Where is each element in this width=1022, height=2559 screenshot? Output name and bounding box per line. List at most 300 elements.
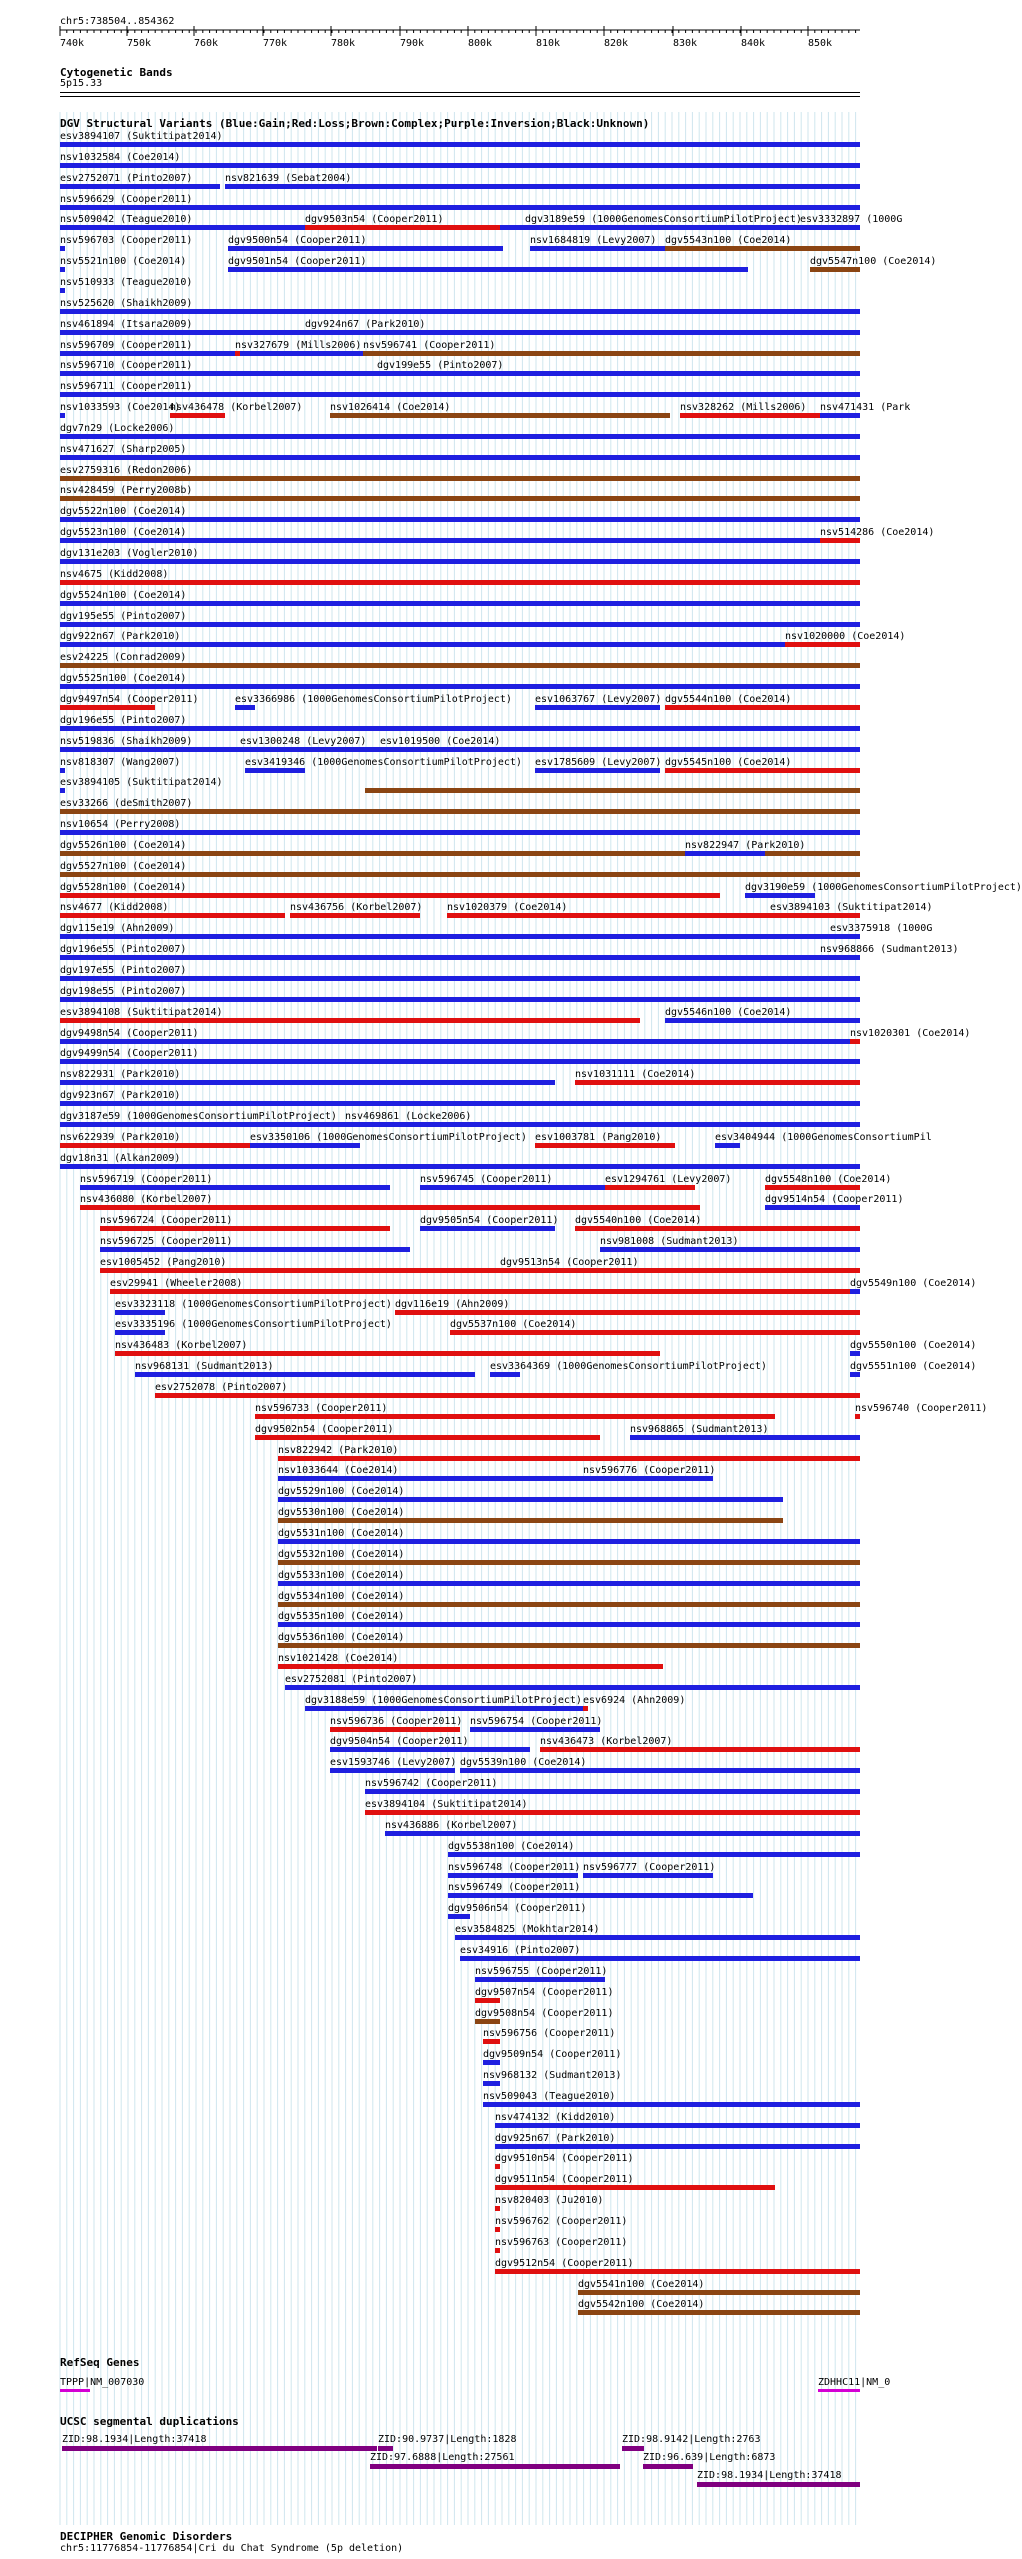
segdup-label[interactable]: ZID:98.1934|Length:37418 xyxy=(697,2470,842,2481)
variant-label[interactable]: nsv596703 (Cooper2011) xyxy=(60,235,193,247)
variant-label[interactable]: dgv9502n54 (Cooper2011) xyxy=(255,1423,394,1435)
variant-label[interactable]: esv1300248 (Levy2007) xyxy=(240,735,367,747)
variant-bar[interactable] xyxy=(60,768,65,773)
variant-bar[interactable] xyxy=(60,309,860,314)
variant-label[interactable]: nsv596719 (Cooper2011) xyxy=(80,1173,213,1185)
variant-bar[interactable] xyxy=(60,517,860,522)
variant-label[interactable]: nsv436483 (Korbel2007) xyxy=(115,1340,248,1352)
variant-label[interactable]: nsv10654 (Perry2008) xyxy=(60,819,181,831)
variant-bar[interactable] xyxy=(785,642,860,647)
variant-label[interactable]: esv2752078 (Pinto2007) xyxy=(155,1382,288,1393)
variant-label[interactable]: dgv5524n100 (Coe2014) xyxy=(60,589,187,601)
variant-bar[interactable] xyxy=(60,163,860,168)
variant-label[interactable]: nsv622939 (Park2010) xyxy=(60,1131,181,1143)
variant-label[interactable]: nsv596742 (Cooper2011) xyxy=(365,1778,498,1790)
variant-bar[interactable] xyxy=(60,1039,860,1044)
variant-label[interactable]: dgv3187e59 (1000GenomesConsortiumPilotProject) xyxy=(60,1110,337,1122)
variant-label[interactable]: esv6924 (Ahn2009) xyxy=(583,1694,686,1706)
variant-bar[interactable] xyxy=(483,2081,500,2086)
variant-label[interactable]: nsv968865 (Sudmant2013) xyxy=(630,1423,769,1435)
variant-bar[interactable] xyxy=(483,2060,500,2065)
variant-bar[interactable] xyxy=(483,2102,860,2107)
variant-label[interactable]: nsv822931 (Park2010) xyxy=(60,1069,181,1081)
variant-label[interactable]: nsv596710 (Cooper2011) xyxy=(60,360,193,372)
variant-bar[interactable] xyxy=(820,955,860,960)
decipher-entry[interactable]: chr5:11776854-11776854|Cri du Chat Syndrome (5p deletion) xyxy=(60,2543,404,2554)
variant-label[interactable]: nsv596741 (Cooper2011) xyxy=(363,339,496,351)
variant-label[interactable]: esv34916 (Pinto2007) xyxy=(460,1944,581,1956)
variant-bar[interactable] xyxy=(255,1414,775,1419)
variant-label[interactable]: nsv1033644 (Coe2014) xyxy=(278,1465,399,1477)
variant-label[interactable]: dgv9512n54 (Cooper2011) xyxy=(495,2257,634,2269)
variant-bar[interactable] xyxy=(470,1727,600,1732)
variant-label[interactable]: dgv5544n100 (Coe2014) xyxy=(665,693,792,705)
variant-bar[interactable] xyxy=(448,1893,753,1898)
variant-label[interactable]: esv3350106 (1000GenomesConsortiumPilotProject) xyxy=(250,1131,527,1143)
variant-bar[interactable] xyxy=(330,1727,460,1732)
variant-bar[interactable] xyxy=(850,1289,860,1294)
variant-label[interactable]: nsv596733 (Cooper2011) xyxy=(255,1402,388,1414)
variant-label[interactable]: dgv5533n100 (Coe2014) xyxy=(278,1569,405,1581)
segdup-bar[interactable] xyxy=(378,2446,393,2451)
variant-bar[interactable] xyxy=(278,1560,860,1565)
variant-bar[interactable] xyxy=(80,1205,700,1210)
variant-label[interactable]: esv33266 (deSmith2007) xyxy=(60,798,193,810)
variant-bar[interactable] xyxy=(850,1351,860,1356)
variant-bar[interactable] xyxy=(460,1956,860,1961)
variant-bar[interactable] xyxy=(60,830,860,835)
variant-label[interactable]: dgv9507n54 (Cooper2011) xyxy=(475,1986,614,1998)
variant-bar[interactable] xyxy=(60,788,65,793)
variant-bar[interactable] xyxy=(305,225,500,230)
variant-label[interactable]: nsv968131 (Sudmant2013) xyxy=(135,1361,274,1373)
variant-bar[interactable] xyxy=(575,1080,860,1085)
variant-bar[interactable] xyxy=(228,246,503,251)
variant-bar[interactable] xyxy=(305,330,310,335)
variant-label[interactable]: dgv925n67 (Park2010) xyxy=(495,2132,616,2144)
variant-label[interactable]: dgv9498n54 (Cooper2011) xyxy=(60,1027,199,1039)
variant-bar[interactable] xyxy=(380,747,500,752)
variant-label[interactable]: esv3404944 (1000GenomesConsortiumPil xyxy=(715,1131,932,1143)
variant-bar[interactable] xyxy=(305,1706,585,1711)
variant-bar[interactable] xyxy=(600,1247,860,1252)
variant-label[interactable]: nsv968132 (Sudmant2013) xyxy=(483,2070,622,2082)
variant-bar[interactable] xyxy=(228,267,748,272)
segdup-bar[interactable] xyxy=(62,2446,377,2451)
segdup-label[interactable]: ZID:98.9142|Length:2763 xyxy=(622,2434,761,2445)
variant-bar[interactable] xyxy=(583,1476,713,1481)
variant-bar[interactable] xyxy=(60,663,860,668)
variant-bar[interactable] xyxy=(278,1456,860,1461)
variant-label[interactable]: dgv5527n100 (Coe2014) xyxy=(60,860,187,872)
variant-bar[interactable] xyxy=(330,413,670,418)
variant-bar[interactable] xyxy=(583,1873,713,1878)
variant-bar[interactable] xyxy=(535,705,660,710)
variant-bar[interactable] xyxy=(60,476,860,481)
variant-label[interactable]: esv3335196 (1000GenomesConsortiumPilotProject) xyxy=(115,1319,392,1331)
variant-label[interactable]: nsv510933 (Teague2010) xyxy=(60,276,193,288)
variant-label[interactable]: nsv1020301 (Coe2014) xyxy=(850,1027,971,1039)
variant-bar[interactable] xyxy=(115,1351,660,1356)
variant-bar[interactable] xyxy=(60,1018,640,1023)
variant-bar[interactable] xyxy=(395,1310,860,1315)
variant-label[interactable]: esv2752081 (Pinto2007) xyxy=(285,1673,418,1685)
variant-bar[interactable] xyxy=(60,1122,345,1127)
segdup-label[interactable]: ZID:96.639|Length:6873 xyxy=(643,2452,776,2463)
variant-label[interactable]: nsv596749 (Cooper2011) xyxy=(448,1882,581,1894)
variant-label[interactable]: nsv328262 (Mills2006) xyxy=(680,402,807,414)
variant-label[interactable]: esv3894103 (Suktitipat2014) xyxy=(770,902,933,914)
variant-label[interactable]: dgv5534n100 (Coe2014) xyxy=(278,1590,405,1602)
variant-label[interactable]: esv3894105 (Suktitipat2014) xyxy=(60,777,223,789)
variant-label[interactable]: nsv436886 (Korbel2007) xyxy=(385,1819,518,1831)
variant-bar[interactable] xyxy=(800,225,840,230)
variant-label[interactable]: nsv428459 (Perry2008b) xyxy=(60,485,193,497)
variant-label[interactable]: dgv5542n100 (Coe2014) xyxy=(578,2299,705,2311)
variant-label[interactable]: nsv596777 (Cooper2011) xyxy=(583,1861,716,1873)
variant-bar[interactable] xyxy=(530,246,665,251)
variant-bar[interactable] xyxy=(60,538,860,543)
variant-label[interactable]: dgv5538n100 (Coe2014) xyxy=(448,1840,575,1852)
variant-label[interactable]: nsv596736 (Cooper2011) xyxy=(330,1715,463,1727)
variant-bar[interactable] xyxy=(60,184,220,189)
variant-label[interactable]: nsv5521n100 (Coe2014) xyxy=(60,256,187,268)
variant-label[interactable]: dgv5535n100 (Coe2014) xyxy=(278,1611,405,1623)
variant-label[interactable]: dgv196e55 (Pinto2007) xyxy=(60,714,187,726)
variant-label[interactable]: nsv514286 (Coe2014) xyxy=(820,527,935,539)
variant-label[interactable]: nsv596754 (Cooper2011) xyxy=(470,1715,603,1727)
variant-bar[interactable] xyxy=(278,1664,663,1669)
variant-label[interactable]: dgv9513n54 (Cooper2011) xyxy=(500,1256,639,1268)
variant-bar[interactable] xyxy=(765,1185,860,1190)
segdup-label[interactable]: ZID:97.6888|Length:27561 xyxy=(370,2452,515,2463)
variant-bar[interactable] xyxy=(170,413,225,418)
variant-label[interactable]: dgv5530n100 (Coe2014) xyxy=(278,1507,405,1519)
variant-bar[interactable] xyxy=(448,1852,860,1857)
variant-label[interactable]: nsv4677 (Kidd2008) xyxy=(60,902,169,914)
variant-bar[interactable] xyxy=(60,1143,250,1148)
variant-bar[interactable] xyxy=(535,768,660,773)
variant-bar[interactable] xyxy=(60,580,860,585)
variant-bar[interactable] xyxy=(495,2269,860,2274)
variant-label[interactable]: dgv922n67 (Park2010) xyxy=(60,631,181,643)
variant-bar[interactable] xyxy=(60,934,860,939)
variant-label[interactable]: dgv3189e59 (1000GenomesConsortiumPilotProject) xyxy=(525,214,802,226)
variant-label[interactable]: dgv198e55 (Pinto2007) xyxy=(60,985,187,997)
variant-bar[interactable] xyxy=(850,1372,860,1377)
variant-bar[interactable] xyxy=(278,1622,860,1627)
segdup-bar[interactable] xyxy=(370,2464,620,2469)
variant-label[interactable]: dgv9497n54 (Cooper2011) xyxy=(60,693,199,705)
variant-bar[interactable] xyxy=(60,205,860,210)
variant-bar[interactable] xyxy=(495,2164,500,2169)
variant-bar[interactable] xyxy=(495,2123,860,2128)
variant-label[interactable]: nsv596709 (Cooper2011) xyxy=(60,339,193,351)
variant-bar[interactable] xyxy=(60,955,860,960)
variant-bar[interactable] xyxy=(330,1768,455,1773)
variant-label[interactable]: nsv327679 (Mills2006) xyxy=(235,339,362,351)
variant-label[interactable]: dgv924n67 (Park2010) xyxy=(305,318,426,330)
variant-label[interactable]: nsv436473 (Korbel2007) xyxy=(540,1736,673,1748)
variant-label[interactable]: dgv116e19 (Ahn2009) xyxy=(395,1298,510,1310)
variant-label[interactable]: nsv1033593 (Coe2014) xyxy=(60,402,181,414)
variant-label[interactable]: dgv5532n100 (Coe2014) xyxy=(278,1548,405,1560)
variant-label[interactable]: nsv596748 (Cooper2011) xyxy=(448,1861,581,1873)
variant-label[interactable]: dgv5549n100 (Coe2014) xyxy=(850,1277,977,1289)
variant-label[interactable]: dgv9500n54 (Cooper2011) xyxy=(228,235,367,247)
variant-label[interactable]: esv1593746 (Levy2007) xyxy=(330,1757,457,1769)
variant-label[interactable]: nsv596629 (Cooper2011) xyxy=(60,193,193,205)
variant-label[interactable]: dgv5546n100 (Coe2014) xyxy=(665,1006,792,1018)
variant-bar[interactable] xyxy=(60,1101,860,1106)
variant-label[interactable]: dgv5550n100 (Coe2014) xyxy=(850,1340,977,1352)
variant-bar[interactable] xyxy=(525,225,800,230)
variant-bar[interactable] xyxy=(100,1247,410,1252)
variant-bar[interactable] xyxy=(235,351,240,356)
variant-label[interactable]: nsv1684819 (Levy2007) xyxy=(530,235,657,247)
variant-bar[interactable] xyxy=(60,1059,860,1064)
variant-label[interactable]: dgv3190e59 (1000GenomesConsortiumPilotProject) xyxy=(745,881,1022,893)
variant-bar[interactable] xyxy=(60,392,860,397)
variant-label[interactable]: esv3364369 (1000GenomesConsortiumPilotProject) xyxy=(490,1361,767,1373)
variant-label[interactable]: dgv9509n54 (Cooper2011) xyxy=(483,2049,622,2061)
variant-label[interactable]: esv1003781 (Pang2010) xyxy=(535,1131,662,1143)
variant-label[interactable]: dgv5529n100 (Coe2014) xyxy=(278,1486,405,1498)
gene-label[interactable]: ZDHHC11|NM_0 xyxy=(818,2377,891,2388)
variant-bar[interactable] xyxy=(60,726,860,731)
variant-bar[interactable] xyxy=(605,1185,695,1190)
variant-bar[interactable] xyxy=(60,684,860,689)
variant-bar[interactable] xyxy=(365,788,860,793)
variant-bar[interactable] xyxy=(540,1747,860,1752)
variant-label[interactable]: dgv5541n100 (Coe2014) xyxy=(578,2278,705,2290)
variant-bar[interactable] xyxy=(745,893,815,898)
variant-bar[interactable] xyxy=(448,1873,578,1878)
variant-bar[interactable] xyxy=(60,142,860,147)
variant-bar[interactable] xyxy=(830,934,860,939)
variant-label[interactable]: nsv821639 (Sebat2004) xyxy=(225,172,352,184)
variant-bar[interactable] xyxy=(250,1143,360,1148)
variant-bar[interactable] xyxy=(810,267,860,272)
variant-label[interactable]: nsv596755 (Cooper2011) xyxy=(475,1965,608,1977)
variant-bar[interactable] xyxy=(60,496,860,501)
variant-label[interactable]: dgv5525n100 (Coe2014) xyxy=(60,673,187,685)
variant-bar[interactable] xyxy=(290,913,420,918)
variant-label[interactable]: esv3894108 (Suktitipat2014) xyxy=(60,1006,223,1018)
variant-bar[interactable] xyxy=(855,1414,860,1419)
variant-label[interactable]: dgv9514n54 (Cooper2011) xyxy=(765,1194,904,1206)
variant-label[interactable]: dgv9511n54 (Cooper2011) xyxy=(495,2174,634,2186)
variant-label[interactable]: dgv18n31 (Alkan2009) xyxy=(60,1152,181,1164)
variant-label[interactable]: nsv596745 (Cooper2011) xyxy=(420,1173,553,1185)
segdup-bar[interactable] xyxy=(622,2446,644,2451)
variant-label[interactable]: dgv9503n54 (Cooper2011) xyxy=(305,214,444,226)
variant-bar[interactable] xyxy=(665,246,860,251)
variant-bar[interactable] xyxy=(60,893,720,898)
variant-bar[interactable] xyxy=(60,1080,555,1085)
variant-bar[interactable] xyxy=(665,768,860,773)
gene-label[interactable]: TPPP|NM_007030 xyxy=(60,2377,145,2388)
variant-bar[interactable] xyxy=(255,1435,600,1440)
variant-label[interactable]: esv3332897 (1000G xyxy=(800,214,903,226)
variant-label[interactable]: dgv5528n100 (Coe2014) xyxy=(60,881,187,893)
variant-label[interactable]: esv3894107 (Suktitipat2014) xyxy=(60,131,223,142)
variant-bar[interactable] xyxy=(60,559,860,564)
variant-bar[interactable] xyxy=(278,1539,860,1544)
variant-label[interactable]: dgv5537n100 (Coe2014) xyxy=(450,1319,577,1331)
variant-bar[interactable] xyxy=(495,2144,860,2149)
variant-bar[interactable] xyxy=(240,747,370,752)
variant-label[interactable]: nsv525620 (Shaikh2009) xyxy=(60,297,193,309)
variant-label[interactable]: dgv197e55 (Pinto2007) xyxy=(60,965,187,976)
variant-label[interactable]: nsv822942 (Park2010) xyxy=(278,1444,399,1456)
variant-bar[interactable] xyxy=(483,2039,500,2044)
variant-label[interactable]: dgv5543n100 (Coe2014) xyxy=(665,235,792,247)
variant-bar[interactable] xyxy=(583,1706,588,1711)
variant-label[interactable]: dgv9501n54 (Cooper2011) xyxy=(228,256,367,268)
variant-label[interactable]: dgv3188e59 (1000GenomesConsortiumPilotProject) xyxy=(305,1694,582,1706)
variant-label[interactable]: dgv5551n100 (Coe2014) xyxy=(850,1361,977,1373)
variant-bar[interactable] xyxy=(450,1330,860,1335)
variant-bar[interactable] xyxy=(60,601,860,606)
variant-label[interactable]: esv3584825 (Mokhtar2014) xyxy=(455,1924,600,1936)
variant-label[interactable]: dgv9506n54 (Cooper2011) xyxy=(448,1903,587,1915)
variant-label[interactable]: nsv436756 (Korbel2007) xyxy=(290,902,423,914)
variant-bar[interactable] xyxy=(460,1768,860,1773)
variant-label[interactable]: nsv820403 (Ju2010) xyxy=(495,2195,604,2207)
variant-bar[interactable] xyxy=(715,1143,740,1148)
variant-bar[interactable] xyxy=(60,809,860,814)
variant-bar[interactable] xyxy=(60,267,65,272)
variant-label[interactable]: dgv5548n100 (Coe2014) xyxy=(765,1173,892,1185)
variant-bar[interactable] xyxy=(495,2206,500,2211)
variant-bar[interactable] xyxy=(495,2185,775,2190)
variant-label[interactable]: nsv1020379 (Coe2014) xyxy=(447,902,568,914)
variant-label[interactable]: esv1005452 (Pang2010) xyxy=(100,1256,227,1268)
variant-bar[interactable] xyxy=(665,1018,860,1023)
variant-label[interactable]: dgv5545n100 (Coe2014) xyxy=(665,756,792,768)
variant-bar[interactable] xyxy=(680,413,830,418)
variant-label[interactable]: nsv596740 (Cooper2011) xyxy=(855,1402,988,1414)
variant-label[interactable]: esv3323118 (1000GenomesConsortiumPilotProject) xyxy=(115,1298,392,1310)
variant-label[interactable]: nsv519836 (Shaikh2009) xyxy=(60,735,193,747)
variant-bar[interactable] xyxy=(225,184,860,189)
variant-bar[interactable] xyxy=(60,872,860,877)
variant-bar[interactable] xyxy=(115,1330,165,1335)
variant-label[interactable]: dgv5526n100 (Coe2014) xyxy=(60,839,187,851)
variant-bar[interactable] xyxy=(278,1497,783,1502)
variant-bar[interactable] xyxy=(377,371,860,376)
variant-bar[interactable] xyxy=(278,1518,783,1523)
variant-bar[interactable] xyxy=(535,1143,675,1148)
variant-label[interactable]: nsv596756 (Cooper2011) xyxy=(483,2028,616,2040)
variant-label[interactable]: dgv115e19 (Ahn2009) xyxy=(60,923,175,935)
variant-bar[interactable] xyxy=(60,705,155,710)
variant-label[interactable]: esv3366986 (1000GenomesConsortiumPilotProject) xyxy=(235,693,512,705)
variant-label[interactable]: dgv9504n54 (Cooper2011) xyxy=(330,1736,469,1748)
variant-label[interactable]: dgv9508n54 (Cooper2011) xyxy=(475,2007,614,2019)
variant-bar[interactable] xyxy=(578,2310,860,2315)
variant-bar[interactable] xyxy=(60,622,860,627)
variant-label[interactable]: esv3894104 (Suktitipat2014) xyxy=(365,1799,528,1810)
variant-label[interactable]: dgv196e55 (Pinto2007) xyxy=(60,944,187,956)
variant-label[interactable]: nsv968866 (Sudmant2013) xyxy=(820,944,959,956)
segdup-bar[interactable] xyxy=(643,2464,693,2469)
variant-label[interactable]: nsv469861 (Locke2006) xyxy=(345,1110,472,1122)
variant-bar[interactable] xyxy=(285,1685,860,1690)
segdup-bar[interactable] xyxy=(697,2482,860,2487)
variant-label[interactable]: nsv509042 (Teague2010) xyxy=(60,214,193,226)
variant-bar[interactable] xyxy=(60,913,285,918)
variant-bar[interactable] xyxy=(495,2227,500,2232)
variant-bar[interactable] xyxy=(60,976,860,981)
variant-bar[interactable] xyxy=(80,1185,390,1190)
variant-bar[interactable] xyxy=(765,1205,860,1210)
variant-label[interactable]: dgv923n67 (Park2010) xyxy=(60,1090,181,1102)
variant-bar[interactable] xyxy=(685,851,765,856)
variant-bar[interactable] xyxy=(575,1226,860,1231)
variant-label[interactable]: dgv195e55 (Pinto2007) xyxy=(60,610,187,622)
variant-bar[interactable] xyxy=(475,1998,500,2003)
variant-bar[interactable] xyxy=(820,538,860,543)
variant-label[interactable]: nsv818307 (Wang2007) xyxy=(60,756,181,768)
variant-bar[interactable] xyxy=(770,913,860,918)
variant-bar[interactable] xyxy=(60,997,860,1002)
variant-label[interactable]: esv1294761 (Levy2007) xyxy=(605,1173,732,1185)
variant-bar[interactable] xyxy=(448,1914,470,1919)
variant-label[interactable]: dgv131e203 (Vogler2010) xyxy=(60,548,199,559)
variant-label[interactable]: nsv981008 (Sudmant2013) xyxy=(600,1236,739,1248)
variant-bar[interactable] xyxy=(363,351,860,356)
gene-bar[interactable] xyxy=(818,2389,860,2392)
variant-label[interactable]: dgv9510n54 (Cooper2011) xyxy=(495,2153,634,2165)
variant-bar[interactable] xyxy=(365,1810,860,1815)
variant-label[interactable]: esv1063767 (Levy2007) xyxy=(535,693,662,705)
variant-label[interactable]: dgv5522n100 (Coe2014) xyxy=(60,506,187,518)
variant-label[interactable]: nsv596724 (Cooper2011) xyxy=(100,1215,233,1227)
variant-bar[interactable] xyxy=(455,1935,860,1940)
variant-bar[interactable] xyxy=(245,768,305,773)
variant-label[interactable]: dgv5540n100 (Coe2014) xyxy=(575,1215,702,1227)
variant-bar[interactable] xyxy=(60,413,65,418)
variant-bar[interactable] xyxy=(500,1268,640,1273)
variant-label[interactable]: nsv4675 (Kidd2008) xyxy=(60,568,169,580)
variant-bar[interactable] xyxy=(278,1602,860,1607)
gene-bar[interactable] xyxy=(60,2389,90,2392)
variant-bar[interactable] xyxy=(475,1977,605,1982)
variant-bar[interactable] xyxy=(365,1789,860,1794)
variant-bar[interactable] xyxy=(578,2290,860,2295)
variant-label[interactable]: esv2752071 (Pinto2007) xyxy=(60,172,193,184)
variant-bar[interactable] xyxy=(100,1226,390,1231)
variant-bar[interactable] xyxy=(235,705,255,710)
variant-bar[interactable] xyxy=(278,1476,583,1481)
variant-bar[interactable] xyxy=(60,246,65,251)
variant-bar[interactable] xyxy=(100,1268,860,1273)
variant-bar[interactable] xyxy=(278,1643,860,1648)
variant-bar[interactable] xyxy=(60,288,65,293)
variant-bar[interactable] xyxy=(278,1581,860,1586)
variant-label[interactable]: nsv471627 (Sharp2005) xyxy=(60,443,187,455)
variant-bar[interactable] xyxy=(330,1747,530,1752)
variant-bar[interactable] xyxy=(345,1122,860,1127)
variant-label[interactable]: esv1019500 (Coe2014) xyxy=(380,735,501,747)
variant-bar[interactable] xyxy=(60,455,860,460)
variant-bar[interactable] xyxy=(490,1372,520,1377)
variant-label[interactable]: esv3419346 (1000GenomesConsortiumPilotProject) xyxy=(245,756,522,768)
variant-label[interactable]: nsv596776 (Cooper2011) xyxy=(583,1465,716,1477)
variant-bar[interactable] xyxy=(385,1831,860,1836)
